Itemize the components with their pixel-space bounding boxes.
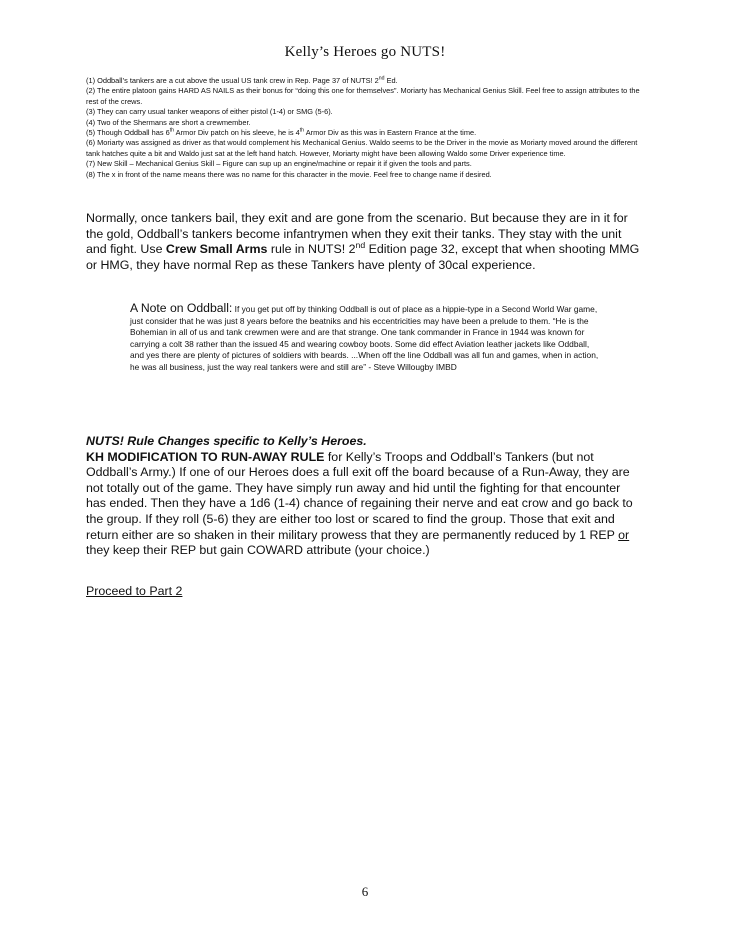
proceed-link-container (86, 584, 642, 600)
footnote-5: (5) Though Oddball has 6th Armor Div patch on his sleeve, he is 4th Armor Div as this was in Eastern France at the time. (86, 127, 477, 138)
page-title: Kelly’s Heroes go NUTS! (284, 44, 446, 60)
footnotes-list (86, 76, 646, 180)
note-text: If you get put off by thinking Oddball is out of place as a hippie-type in a Second World War game, just consider that he was just 8 years before the beatniks and his eccentricities may have been a prelude to them. “He is the Bohemian in all of us and tank crewmen were and are that strange. One tank commander in France in 1944 was known for carrying a colt 38 rather than the issued 45 and wearing cowboy boots. Some did effect Aviation leather jackets like Oddball, and yes there are plenty of pictures of soldiers with beards. ...When off the line Oddball was all fun and games, when in action, he was all business, just the way real tankers were and still are” - Steve Willougby IMBD (130, 304, 599, 372)
body-paragraph-crew-small-arms: Normally, once tankers bail, they exit and are gone from the scenario. But because they are in it for the gold, Oddball’s tankers become infantrymen when they exit their tanks. They stay with the unit and fight. Use Crew Small Arms rule in NUTS! 2nd Edition page 32, except that when shooting MMG or HMG, they have normal Rep as these Tankers have plenty of 30cal experience. (86, 211, 640, 272)
run-away-rule-title: KH MODIFICATION TO RUN-AWAY RULE (86, 449, 325, 464)
footnote-2: (2) The entire platoon gains HARD AS NAILS as their bonus for “doing this one for themselves”. Moriarty has Mechanical Genius Skill. Feel free to assign attributes to the rest of the crews. (86, 86, 640, 106)
footnote-6: (6) Moriarty was assigned as driver as that would complement his Mechanical Genius. Waldo seems to be the Driver in the movie as Moriarty moved around the different tank hatches quite a bit and Waldo just sat at the left hand hatch. However, Moriarty might have been allowing Waldo some Driver experience time. (86, 138, 638, 158)
footnote-7: (7) New Skill – Mechanical Genius Skill – Figure can sup up an engine/machine or repair it if given the tools and parts. (86, 159, 472, 169)
footnote-8: (8) The x in front of the name means there was no name for this character in the movie. Feel free to change name if desired. (86, 169, 492, 179)
run-away-rule-paragraph: KH MODIFICATION TO RUN-AWAY RULE for Kelly’s Troops and Oddball’s Tankers (but not Oddball’s Army.) If one of our Heroes does a full exit off the board because of a Run-Away, they are not totally out of the game. They have simply run away and hid until the fighting for that encounter has ended. Then they have a 1d6 (1-4) chance of regaining their nerve and eat crow and go back to the group. If they roll (5-6) they are either too lost or scared to find the group. Those that exit and return either are so shaken in their military prowess that they are permanently reduced by 1 REP or they keep their REP but gain COWARD attribute (your choice.) (86, 449, 633, 558)
footnote-3: (3) They can carry usual tanker weapons of either pistol (1-4) or SMG (5-6). (86, 107, 333, 117)
proceed-to-part-2-link[interactable]: Proceed to Part 2 (86, 584, 183, 598)
footnote-1: (1) Oddball’s tankers are a cut above the usual US tank crew in Rep. Page 37 of NUTS! 2nd Ed. (86, 75, 398, 85)
section-heading: NUTS! Rule Changes specific to Kelly’s Heroes. (86, 434, 367, 448)
crew-small-arms-rule-name: Crew Small Arms (165, 242, 268, 257)
footnote-4: (4) Two of the Shermans are short a crewmember. (86, 117, 251, 127)
note-on-oddball (130, 303, 600, 374)
page-number: 6 (361, 884, 369, 899)
note-lead: A Note on Oddball: (130, 301, 233, 315)
rule-changes-section (86, 434, 642, 559)
